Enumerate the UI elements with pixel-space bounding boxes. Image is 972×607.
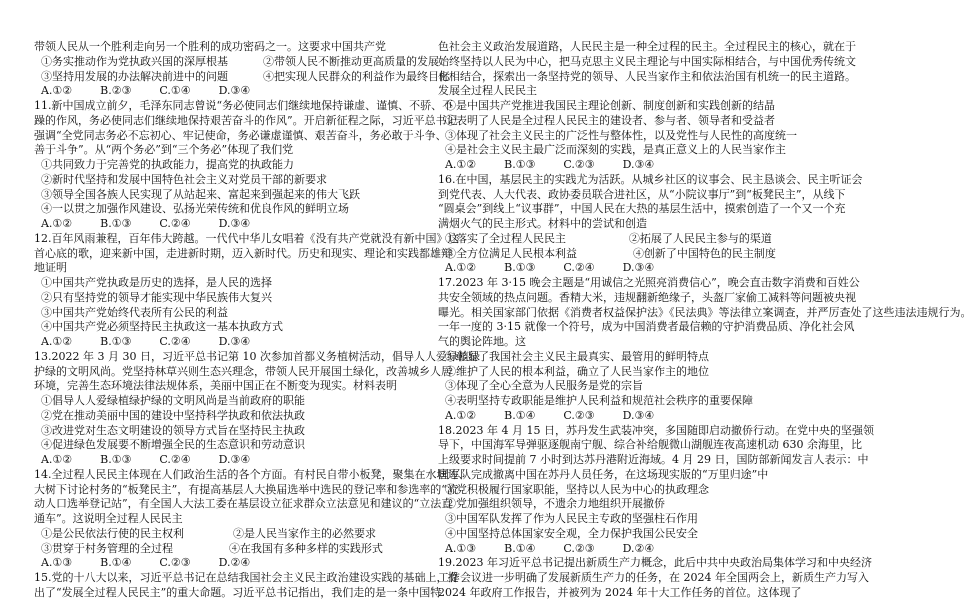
left-text-line: ④一以贯之加强作风建设、弘扬光荣传统和优良作风的鲜明立场	[34, 202, 349, 216]
right-text-line: ③体现了社会主义民主的广泛性与整体性，以及党性与人民性的高度统一	[438, 128, 797, 142]
right-text-line: 2024 年政府工作报告，并被列为 2024 年十大工作任务的首位。这体现了	[438, 585, 802, 599]
right-text-line: 满烟火气的民主形式。材料中的尝试和创造	[438, 217, 647, 230]
right-text-line: ③全方位满足人民根本利益 ④创新了中国特色的民主制度	[438, 246, 776, 260]
right-text-line: ③中国军队发挥了作为人民民主专政的坚强柱石作用	[438, 512, 698, 525]
left-column	[34, 40, 480, 601]
right-text-line: 19.2023 年习近平总书记提出新质生产力概念，此后中共中央政治局集体学习和中央经济	[438, 556, 872, 570]
right-text-line: 18.2023 年 4 月 15 日，苏丹发生武装冲突，多国随即启动撤侨行动。在党中央的坚强领	[438, 423, 874, 437]
right-text-line: ④表明坚持专政职能是维护人民利益和规范社会秩序的重要保障	[438, 394, 753, 407]
right-text-line: 17.2023 年 3·15 晚会主题是“用诚信之光照亮消费信心”，晚会直击数字消费和百姓公	[438, 276, 860, 289]
right-text-line: 始终坚持以人民为中心，把马克思主义民主理论与中国实际相结合，与中国优秀传统文	[438, 54, 856, 68]
right-text-line: 气的舆论阵地。这	[438, 335, 526, 348]
right-text-line: 工作会议进一步明确了发展新质生产力的任务，在 2024 年全国两会上，新质生产力写入	[438, 571, 869, 584]
left-text-line: ④促进绿色发展要不断增强全民的生态意识和劳动意识	[34, 438, 305, 452]
left-text-line: ③改进党对生态文明建设的领导方式旨在坚持民主执政	[34, 423, 305, 437]
left-text-line: 大树下讨论村务的“板凳民主”，有提高基层人大换届选举中选民的登记率和参选率的“流	[34, 482, 458, 496]
right-text-line: 色社会主义政治发展道路，人民民主是一种全过程的民主。全过程民主的核心，就在于	[438, 40, 856, 53]
left-text-line: ①共同致力于完善党的执政能力，提高党的执政能力	[34, 158, 294, 171]
left-text-line: A.①② B.①③ C.②④ D.③④	[34, 453, 251, 466]
left-text-line: 出了“发展全过程人民民主”的重大命题。习近平总书记指出，我们走的是一条中国特	[34, 585, 442, 599]
left-text-line: A.①③ B.①④ C.②③ D.②④	[34, 556, 251, 570]
left-text-line: ①中国共产党执政是历史的选择，是人民的选择	[34, 276, 272, 289]
left-text-line: ②只有坚持党的领导才能实现中华民族伟大复兴	[34, 290, 272, 304]
left-text-line: 躁的作风，务必使同志们继续地保持艰苦奋斗的作风”。开启新征程之际，习近平总书记	[34, 113, 458, 127]
left-text-line: ③中国共产党始终代表所有公民的利益	[34, 305, 228, 319]
left-text-line: ①是公民依法行使的民主权利 ②是人民当家作主的必然要求	[34, 526, 376, 540]
left-text-line: 护绿的文明风尚。党坚持林草兴则生态兴理念，带领人民开展国土绿化，改善城乡人居	[34, 364, 452, 378]
right-text-line: ②维护了人民的根本利益，确立了人民当家作主的地位	[438, 364, 709, 378]
left-text-line: 强调“全党同志务必不忘初心、牢记使命，务必谦虚谨慎、艰苦奋斗，务必敢于斗争、	[34, 128, 447, 142]
left-text-line: 12.百年风雨兼程，百年伟大跨越。一代代中华儿女唱着《没有共产党就没有新中国》这	[34, 231, 459, 245]
left-text-line: 动人口选举登记站”，有全国人大法工委在基层设立征求群众立法意见和建议的“立法直	[34, 497, 453, 511]
left-text-line: A.①② B.①③ C.②④ D.③④	[34, 217, 251, 230]
left-text-line: 14.全过程人民民主体现在人们政治生活的各个方面。有村民自带小板凳，聚集在水塘边、	[34, 467, 470, 481]
left-text-line: 通车”。这说明全过程人民民主	[34, 512, 183, 525]
left-text-line: 带领人民从一个胜利走向另一个胜利的成功密码之一。这要求中国共产党	[34, 40, 386, 53]
left-text-line: 善于斗争”。从“两个务必”到“三个务必”体现了我们党	[34, 143, 294, 157]
left-text-line: ③贯穿于村务管理的全过程 ④在我国有多种多样的实践形式	[34, 541, 383, 555]
right-text-line: 导下，中国海军导弹驱逐舰南宁舰、综合补给舰微山湖舰连夜高速机动 630 余海里，比	[438, 438, 862, 452]
left-text-line: ②党在推动美丽中国的建设中坚持科学执政和依法执政	[34, 408, 305, 422]
left-text-line: ②新时代坚持和发展中国特色社会主义对党员干部的新要求	[34, 172, 327, 186]
right-text-line: 国军队完成撤离中国在苏丹人员任务，在这场现实版的“万里归途”中	[438, 467, 769, 481]
right-text-line: ③体现了全心全意为人民服务是党的宗旨	[438, 379, 643, 393]
left-text-line: 11.新中国成立前夕，毛泽东同志曾说“务必使同志们继续地保持谦虚、谨慎、不骄、不	[34, 99, 454, 112]
right-text-line: ①彰显了我国社会主义民主最真实、最管用的鲜明特点	[438, 349, 709, 363]
left-text-line: A.①② B.①③ C.②④ D.③④	[34, 335, 251, 348]
right-text-line: 发展全过程人民民主	[438, 84, 537, 98]
right-text-line: ①落实了全过程人民民主 ②拓展了人民民主参与的渠道	[438, 231, 772, 245]
right-text-line: A.①② B.①④ C.②③ D.③④	[438, 408, 655, 422]
left-text-line: 首心底的歌，迎来新中国，走进新时期，迈入新时代。历史和现实、理论和实践都雄辩	[34, 246, 452, 260]
left-text-line: ①务实推动作为党执政兴国的深厚根基 ②带领人民不断推动更高质量的发展	[34, 54, 439, 68]
right-text-line: ①党积极履行国家职能，坚持以人民为中心的执政理念	[438, 482, 709, 496]
left-text-line: A.①② B.②③ C.①④ D.③④	[34, 84, 251, 98]
left-text-line: 环境，完善生态环境法律法规体系，美丽中国正在不断变为现实。材料表明	[34, 379, 397, 393]
left-text-line: 15.党的十八大以来，习近平总书记在总结我国社会主义民主政治建设实践的基础上，提	[34, 571, 459, 584]
right-text-line: 到党代表、人大代表、政协委员联合进社区，从“小院议事厅”到“板凳民主”，从线下	[438, 187, 846, 201]
right-text-line: A.①③ B.①④ C.②③ D.②④	[438, 541, 655, 555]
right-text-line: ④中国坚持总体国家安全观，全力保护我国公民安全	[438, 526, 698, 540]
right-text-line: ②表明了人民是全过程人民民主的建设者、参与者、领导者和受益者	[438, 113, 775, 127]
left-text-line: ④中国共产党必须坚持民主执政这一基本执政方式	[34, 320, 283, 334]
left-text-line: ①倡导人人爱绿植绿护绿的文明风尚是当前政府的职能	[34, 394, 305, 407]
right-text-line: A.①② B.①③ C.②③ D.③④	[438, 158, 655, 171]
right-text-line: 化相结合，探索出一条坚持党的领导、人民当家作主和依法治国有机统一的民主道路。	[438, 69, 856, 83]
left-text-line: ③领导全国各族人民实现了从站起来、富起来到强起来的伟大飞跃	[34, 187, 360, 201]
left-text-line: 13.2022 年 3 月 30 日，习近平总书记第 10 次参加首都义务植树活动，倡导人人爱绿植绿	[34, 349, 480, 363]
right-text-line: ②党加强组织领导，不遗余力地组织开展撤侨	[438, 497, 665, 511]
right-text-line: “圆桌会”到线上“议事群”，中国人民在大热的基层生活中，摸索创造了一个又一个充	[438, 202, 846, 216]
right-text-line: ④是社会主义民主最广泛而深刻的实践，是真正意义上的人民当家作主	[438, 143, 786, 157]
right-text-line: 一年一度的 3·15 就像一个符号，成为中国消费者最信赖的守护消费品质、净化社会风	[438, 320, 855, 334]
right-text-line: ①是中国共产党推进我国民主理论创新、制度创新和实践创新的结晶	[438, 99, 775, 112]
left-text-line: ③坚持用发展的办法解决前进中的问题 ④把实现人民群众的利益作为最终目标	[34, 69, 450, 83]
left-text-line: 地证明	[34, 261, 67, 275]
right-text-line: 曝光。相关国家部门依据《消费者权益保护法》《民法典》等法律立案调查，并严厉查处了这些违法违规行为。	[438, 305, 972, 319]
right-text-line: 上级要求时间提前 7 小时到达苏丹港附近海域。4 月 29 日，国防部新闻发言人表示：中	[438, 453, 869, 466]
right-text-line: 共安全领域的热点问题。香精大米，违规翻新绝缘子，头盔厂家偷工减料等问题被央视	[438, 290, 856, 304]
right-text-line: 16.在中国，基层民主的实践尤为活跃。从城乡社区的议事会、民主恳谈会、民主听证会	[438, 172, 863, 186]
right-text-line: A.①② B.①③ C.②④ D.③④	[438, 261, 655, 275]
right-column	[438, 40, 972, 601]
